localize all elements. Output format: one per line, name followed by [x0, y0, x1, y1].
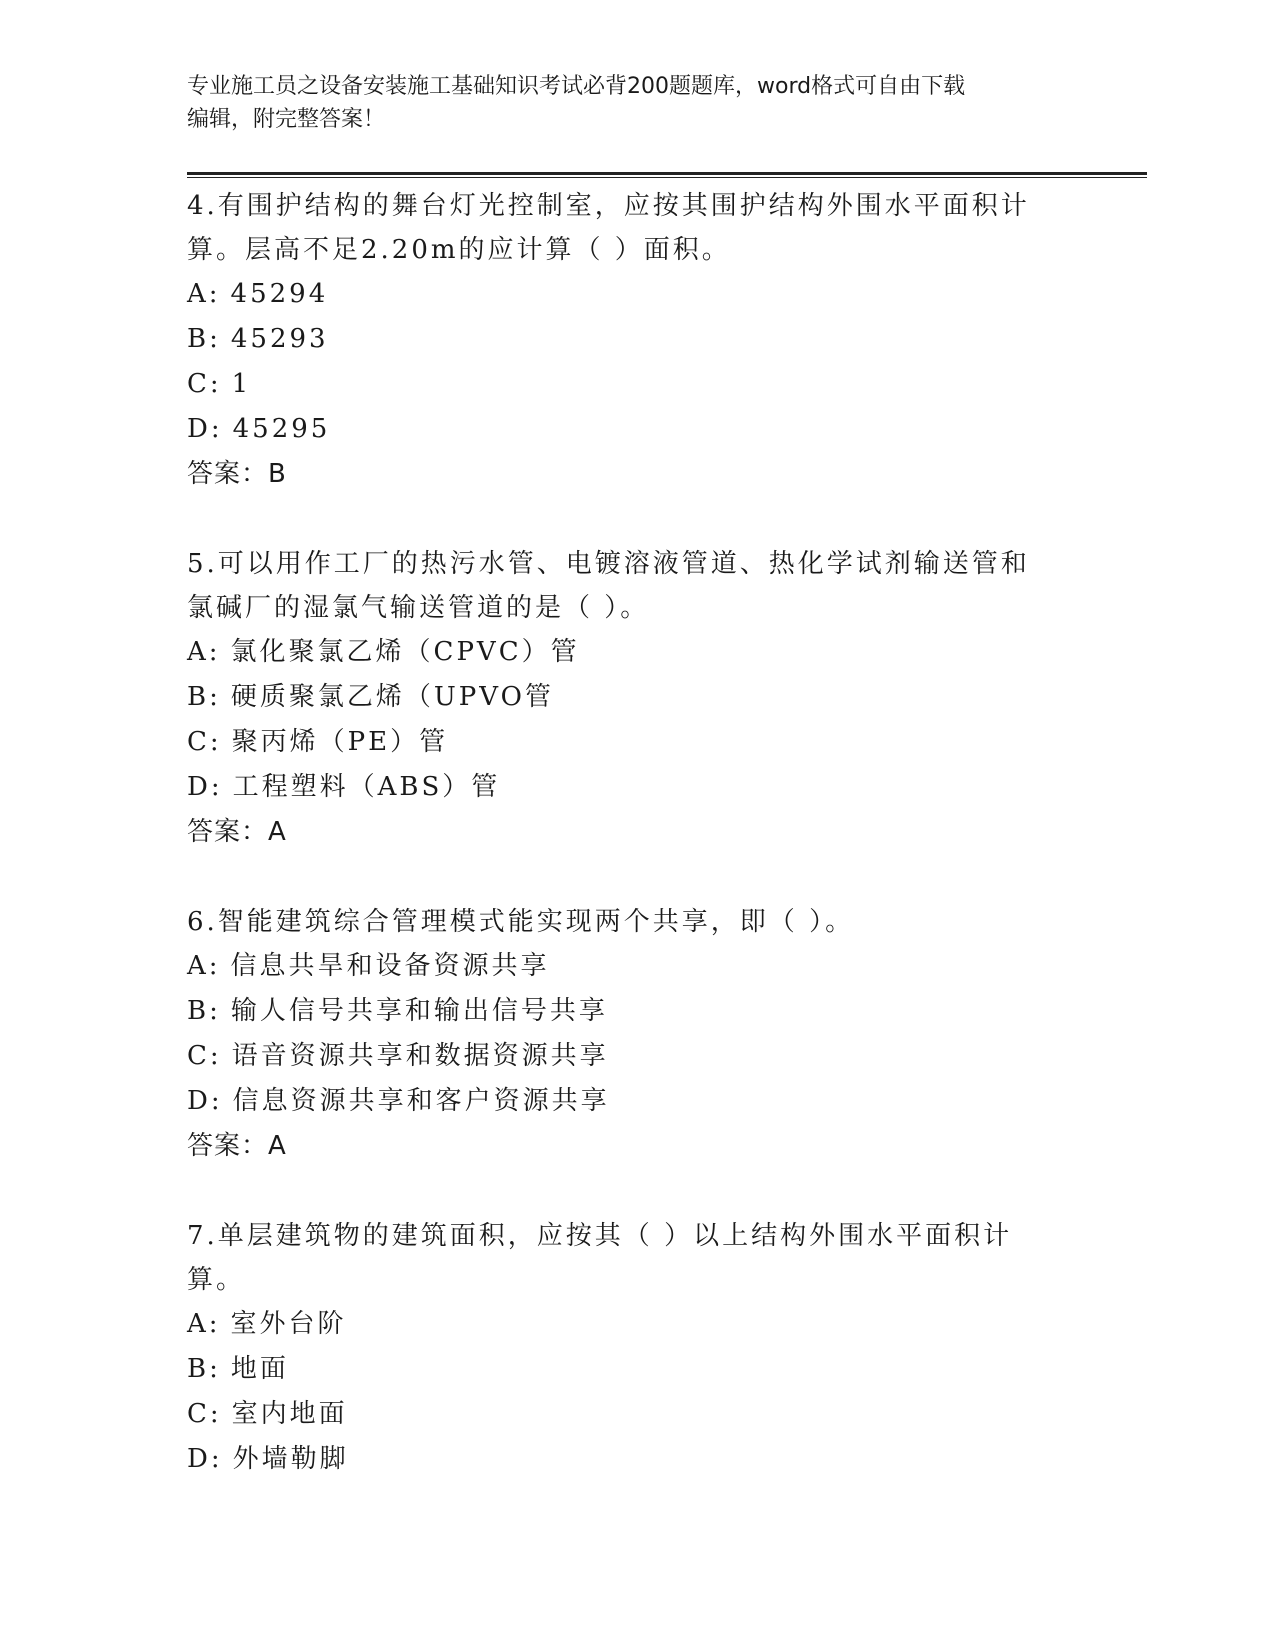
option-letter: B: — [187, 682, 221, 712]
question-stem: 5.可以用作工厂的热污水管、电镀溶液管道、热化学试剂输送管和氯碱厂的湿氯气输送管道的是（ ）。 — [187, 549, 1030, 623]
option-text: 地面 — [230, 1354, 289, 1384]
option-b — [187, 1347, 1147, 1392]
answer-label: 答案：A — [187, 817, 287, 847]
document-header — [187, 70, 1067, 136]
answer-label: 答案：B — [187, 459, 287, 489]
option-a — [187, 944, 1147, 989]
option-b — [187, 675, 1147, 720]
option-d — [187, 1437, 1147, 1482]
option-text: 室内地面 — [231, 1399, 348, 1429]
option-c — [187, 1392, 1147, 1437]
option-text: 氯化聚氯乙烯（CPVC）管 — [230, 637, 580, 667]
question-6 — [187, 900, 1147, 1169]
option-text: 聚丙烯（PE）管 — [231, 727, 449, 757]
option-letter: A: — [187, 1309, 221, 1339]
option-text: 1 — [231, 369, 252, 399]
option-d — [187, 407, 1147, 452]
option-text: 硬质聚氯乙烯（UPVO管 — [230, 682, 554, 712]
option-a — [187, 272, 1147, 317]
question-7 — [187, 1214, 1147, 1482]
option-letter: C: — [187, 1399, 222, 1429]
option-d — [187, 1079, 1147, 1124]
option-a — [187, 1302, 1147, 1347]
question-stem: 6.智能建筑综合管理模式能实现两个共享，即（ ）。 — [187, 907, 855, 937]
option-c — [187, 720, 1147, 765]
option-letter: B: — [187, 996, 221, 1026]
option-letter: D: — [187, 414, 223, 444]
option-text: 信息共旱和设备资源共享 — [230, 951, 550, 981]
option-letter: C: — [187, 369, 222, 399]
option-text: 输人信号共享和输出信号共享 — [230, 996, 608, 1026]
option-text: 外墙勒脚 — [232, 1444, 349, 1474]
option-letter: C: — [187, 727, 222, 757]
question-stem: 4.有围护结构的舞台灯光控制室，应按其围护结构外围水平面积计算。层高不足2.20m的应计算（ ）面积。 — [187, 191, 1030, 265]
question-5 — [187, 542, 1147, 855]
option-text: 工程塑料（ABS）管 — [232, 772, 501, 802]
option-letter: A: — [187, 951, 221, 981]
option-text: 45293 — [230, 324, 329, 354]
header-divider-thin — [187, 177, 1147, 178]
option-text: 室外台阶 — [230, 1309, 347, 1339]
option-a — [187, 630, 1147, 675]
question-stem: 7.单层建筑物的建筑面积，应按其（ ）以上结构外围水平面积计算。 — [187, 1221, 1013, 1295]
header-line-1: 专业施工员之设备安装施工基础知识考试必背200题题库，word格式可自由下载 — [187, 74, 966, 99]
option-letter: B: — [187, 1354, 221, 1384]
option-text: 45295 — [232, 414, 331, 444]
option-c — [187, 1034, 1147, 1079]
option-letter: D: — [187, 1086, 223, 1116]
header-line-2: 编辑，附完整答案！ — [187, 107, 386, 132]
answer-label: 答案：A — [187, 1131, 287, 1161]
option-d — [187, 765, 1147, 810]
option-text: 信息资源共享和客户资源共享 — [232, 1086, 610, 1116]
header-divider-thick — [187, 172, 1147, 175]
option-letter: C: — [187, 1041, 222, 1071]
option-letter: D: — [187, 772, 223, 802]
option-letter: D: — [187, 1444, 223, 1474]
option-letter: B: — [187, 324, 221, 354]
option-b — [187, 317, 1147, 362]
option-c — [187, 362, 1147, 407]
question-4 — [187, 184, 1147, 497]
option-b — [187, 989, 1147, 1034]
document-page — [187, 70, 1147, 1482]
option-text: 语音资源共享和数据资源共享 — [231, 1041, 609, 1071]
option-letter: A: — [187, 279, 221, 309]
option-text: 45294 — [230, 279, 329, 309]
option-letter: A: — [187, 637, 221, 667]
